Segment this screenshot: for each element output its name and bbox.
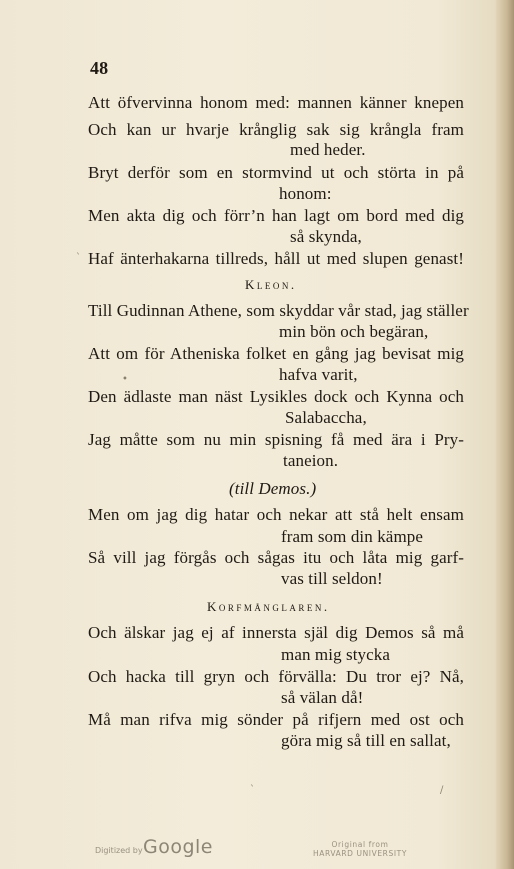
speaker-heading: Kleon. [245,277,297,292]
speaker-heading: Korfmånglaren. [207,599,330,614]
verse-line: Jag måtte som nu min spisning få med ära i Pry- [88,430,464,449]
stage-direction: (till Demos.) [229,479,317,498]
verse-line: Att om för Atheniska folket en gång jag bevisat mig [88,344,464,363]
verse-line: Må man rifva mig sönder på rifjern med ost och [88,710,464,729]
university-label: HARVARD UNIVERSITY [312,849,408,858]
print-speck: ˋ [250,785,255,796]
verse-line-continuation: göra mig så till en sallat, [281,731,451,750]
verse-line-continuation: Salabaccha, [285,408,367,427]
print-speck: • [122,374,128,385]
verse-line-continuation: så välan då! [281,688,364,707]
verse-line-continuation: taneion. [283,451,339,470]
verse-line: Så vill jag förgås och sågas itu och låta mig garf- [88,548,464,567]
verse-line: Bryt derför som en stormvind ut och störta in på [88,163,464,182]
verse-line-continuation: min bön och begäran, [279,322,429,341]
verse-line-continuation: honom: [279,184,332,203]
verse-line: Haf änterhakarna tillreds, håll ut med slupen genast! [88,249,464,268]
verse-line: Men om jag dig hatar och nekar att stå helt ensam [88,505,464,524]
verse-line: Och kan ur hvarje krånglig sak sig krångla fram [88,120,464,139]
verse-line: Den ädlaste man näst Lysikles dock och Kynna och [88,387,464,406]
verse-line: Och hacka till gryn och förvälla: Du tror ej? Nå, [88,667,464,686]
verse-line-continuation: så skynda, [290,227,362,246]
page-number: 48 [90,58,109,78]
verse-line: Att öfvervinna honom med: mannen känner knepen [88,93,464,112]
verse-line-continuation: med heder. [290,140,366,159]
original-from-label: Original from [331,840,389,849]
google-logo: Google [143,836,214,858]
print-speck: / [440,785,444,796]
digitized-by-label: Digitized by [95,846,143,855]
verse-line-continuation: man mig stycka [281,645,391,664]
verse-line-continuation: hafva varit, [279,365,358,384]
verse-line-continuation: vas till seldon! [281,569,383,588]
verse-line: Och älskar jag ej af innersta själ dig Demos så må [88,623,464,642]
harvard-attribution [300,840,420,858]
print-speck: ˋ [76,253,81,264]
verse-line: Till Gudinnan Athene, som skyddar vår stad, jag ställer [88,301,469,320]
verse-line-continuation: fram som din kämpe [281,527,424,546]
verse-line: Men akta dig och förr’n han lagt om bord med dig [88,206,464,225]
